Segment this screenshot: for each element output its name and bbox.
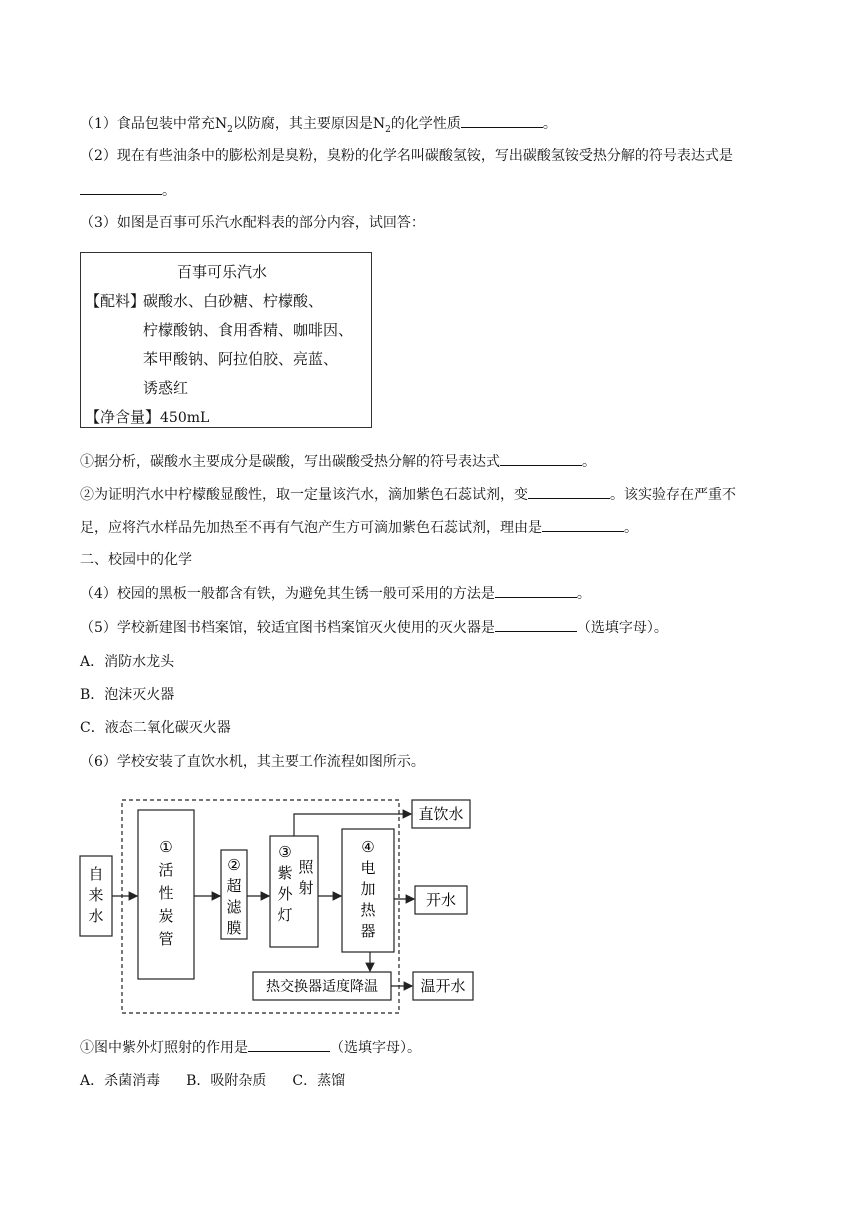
q6a-option-c: C．蒸馏	[292, 1073, 346, 1089]
q3b-text-a: ②为证明汽水中柠檬酸显酸性，取一定量该汽水，滴加紫色石蕊试剂，变	[80, 487, 528, 503]
output-boiled-label: 开水	[425, 891, 457, 909]
heat-exchanger-label: 热交换器适度降温	[266, 979, 378, 995]
q3b-text-c: 足，应将汽水样品先加热至不再有气泡产生方可滴加紫色石蕊试剂，理由是	[80, 520, 542, 536]
label-ingredients-line-4: 诱惑红	[143, 379, 189, 397]
q5-option-c: C．液态二氧化碳灭火器	[80, 720, 231, 736]
step-1-char-1: ①	[159, 838, 173, 856]
step-4-char-5: 器	[360, 922, 376, 940]
q1-end: 。	[542, 116, 557, 132]
q1-sub-2: 2	[385, 124, 391, 135]
step-3-char-2: 紫	[277, 864, 293, 882]
q1-text-b: 以防腐，其主要原因是N	[232, 116, 386, 132]
step-1-char-4: 炭	[158, 907, 174, 925]
question-6-part-1	[80, 1037, 421, 1058]
q5-option-a: A．消防水龙头	[80, 654, 175, 670]
q3a-end: 。	[582, 454, 596, 470]
q5-text: （5）学校新建图书档案馆，较适宜图书档案馆灭火使用的灭火器是	[80, 620, 495, 636]
q1-text-a: （1）食品包装中常充N	[80, 116, 228, 132]
step-4-char-4: 热	[360, 901, 376, 919]
question-2-line-1: （2）现在有些油条中的膨松剂是臭粉，臭粉的化学名叫碳酸氢铵，写出碳酸氢铵受热分解的符号表达式是	[80, 148, 733, 164]
q4-end: 。	[576, 586, 591, 602]
step-2-char-1: ②	[227, 856, 241, 874]
label-title: 百事可乐汽水	[177, 263, 268, 281]
q6a-options	[80, 1071, 345, 1091]
label-ingredients-line-3: 苯甲酸钠、阿拉伯胶、亮蓝、	[143, 350, 339, 368]
question-6-intro: （6）学校安装了直饮水机，其主要工作流程如图所示。	[80, 754, 425, 770]
step-3-char-5: 照	[298, 858, 314, 876]
q6a-text: ①图中紫外灯照射的作用是	[80, 1040, 248, 1056]
step-1-char-5: 管	[158, 930, 174, 948]
step-3-char-3: 外	[277, 885, 293, 903]
step-2-char-2: 超	[226, 877, 242, 895]
label-ingredients-tag: 【配料】	[85, 292, 146, 310]
step-1-char-2: 活	[158, 861, 174, 879]
q1-text-c: 的化学性质	[390, 116, 461, 132]
step-1-char-3: 性	[158, 884, 174, 902]
q6a-option-a: A．杀菌消毒	[80, 1073, 161, 1089]
question-3-intro: （3）如图是百事可乐汽水配料表的部分内容，试回答：	[80, 215, 425, 231]
label-net-value: 450mL	[160, 410, 210, 426]
q3b-end: 。	[624, 520, 638, 536]
step-4-char-2: 电	[360, 859, 376, 877]
label-net-tag: 【净含量】	[85, 408, 161, 426]
source-char-2: 来	[88, 886, 104, 904]
step-3-char-1: ③	[278, 843, 292, 861]
output-warm-label: 温开水	[420, 977, 466, 995]
label-ingredients-line-2: 柠檬酸钠、食用香精、咖啡因、	[143, 321, 354, 339]
q6a-answer-blank[interactable]	[248, 1037, 330, 1052]
label-ingredients-line-1: 碳酸水、白砂糖、柠檬酸、	[143, 292, 324, 310]
q5-end: （选填字母）。	[576, 620, 668, 636]
step-3-char-6: 射	[298, 879, 314, 897]
step-4-char-3: 加	[360, 880, 376, 898]
step-2-char-3: 滤	[226, 898, 242, 916]
source-char-3: 水	[88, 907, 104, 925]
source-char-1: 自	[88, 865, 104, 883]
step-2-char-4: 膜	[226, 919, 242, 937]
q5-option-b: B．泡沫灭火器	[80, 687, 175, 703]
q3b-text-b: 。该实验存在严重不	[610, 487, 736, 503]
q1-sub-1: 2	[227, 124, 233, 135]
q3a-text: ①据分析，碳酸水主要成分是碳酸，写出碳酸受热分解的符号表达式	[80, 454, 500, 470]
output-direct-label: 直饮水	[418, 805, 464, 823]
q4-text: （4）校园的黑板一般都含有铁，为避免其生锈一般可采用的方法是	[80, 586, 495, 602]
q2-end: 。	[162, 183, 176, 199]
step-3-char-4: 灯	[277, 906, 293, 924]
q6a-end: （选填字母）。	[330, 1040, 421, 1056]
step-4-char-1: ④	[361, 838, 375, 856]
q6a-option-b: B．吸附杂质	[186, 1073, 267, 1089]
section-2-title: 二、校园中的化学	[80, 552, 192, 568]
